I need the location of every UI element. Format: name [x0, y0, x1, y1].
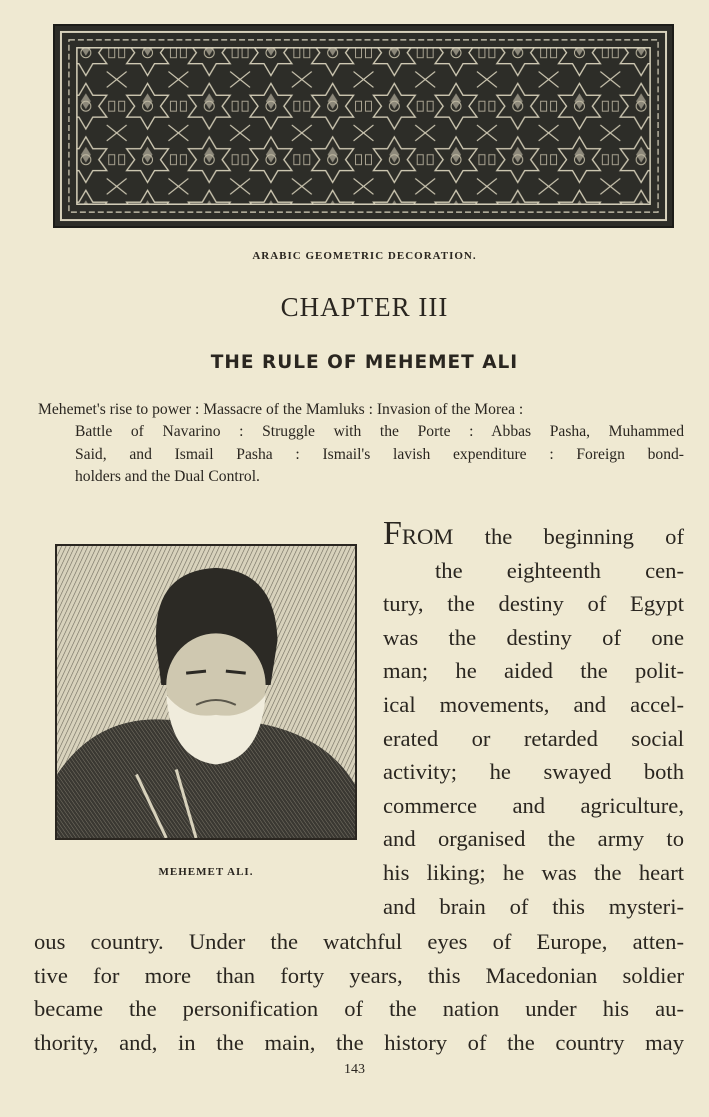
body-line: and brain of this mysteri-	[383, 893, 684, 919]
body-line: thority, and, in the main, the history of the country may	[34, 1029, 684, 1055]
summary-line: Battle of Navarino : Struggle with the Porte : Abbas Pasha, Muhammed	[75, 423, 684, 441]
body-line: erated or retarded social	[383, 725, 684, 751]
body-line: became the personification of the nation under his au-	[34, 996, 684, 1022]
summary-line: Mehemet's rise to power : Massacre of the Mamluks : Invasion of the Morea :	[38, 401, 524, 418]
body-line: activity; he swayed both	[383, 759, 684, 785]
body-text-column	[383, 515, 684, 923]
arabic-decoration-illustration	[53, 24, 674, 228]
body-text-full-width	[34, 925, 684, 1059]
body-line: ous country. Under the watchful eyes of Europe, atten-	[34, 929, 684, 954]
summary-line: holders and the Dual Control.	[75, 468, 260, 486]
body-line: the eighteenth cen-	[435, 557, 684, 583]
body-line: was the destiny of one	[383, 624, 684, 650]
mehemet-ali-portrait	[55, 544, 357, 840]
body-line: tive for more than forty years, this Macedonian soldier	[34, 962, 684, 988]
chapter-title: THE RULE OF MEHEMET ALI	[210, 352, 519, 373]
chapter-label: CHAPTER III	[280, 292, 449, 322]
body-line: and organised the army to	[383, 826, 684, 852]
banner-caption: ARABIC GEOMETRIC DECORATION.	[252, 250, 477, 262]
portrait-caption: MEHEMET ALI.	[158, 866, 254, 878]
page-number: 143	[344, 1062, 365, 1077]
body-line: tury, the destiny of Egypt	[383, 591, 684, 617]
body-line: FROM the beginning of	[383, 515, 684, 552]
body-line: his liking; he was the heart	[383, 859, 684, 885]
body-line: ical movements, and accel-	[383, 691, 684, 717]
summary-line: Said, and Ismail Pasha : Ismail's lavish expenditure : Foreign bond-	[75, 445, 684, 463]
drop-cap: F	[383, 515, 402, 552]
chapter-summary	[38, 399, 684, 489]
body-line: man; he aided the polit-	[383, 658, 684, 684]
body-line: commerce and agriculture,	[383, 792, 684, 818]
